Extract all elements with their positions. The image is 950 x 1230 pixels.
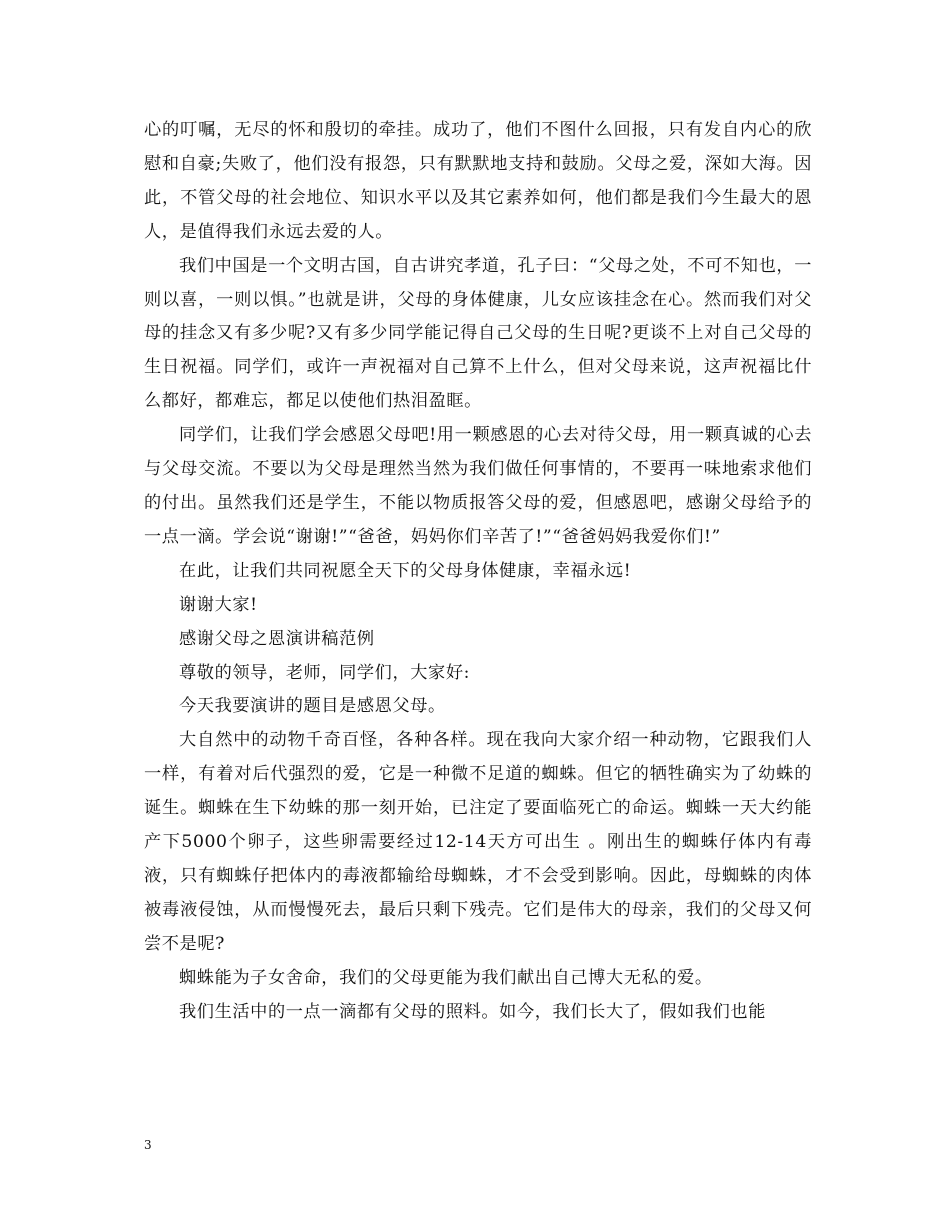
- paragraph: 我们中国是一个文明古国，自古讲究孝道，孔子曰：“父母之处，不可不知也，一则以喜，一则以惧。”也就是讲，父母的身体健康，儿女应该挂念在心。然而我们对父母的挂念又有多少呢?又有多少同学能记得自己父母的生日呢?更谈不上对自己父母的生日祝福。同学们，或许一声祝福对自己算不上什么，但对父母来说，这声祝福比什么都好，都难忘，都足以使他们热泪盈眶。: [144, 255, 812, 412]
- paragraph: 同学们，让我们学会感恩父母吧!用一颗感恩的心去对待父母，用一颗真诚的心去与父母交流。不要以为父母是理然当然为我们做任何事情的，不要再一味地索求他们的付出。虽然我们还是学生，不能以物质报答父母的爱，但感恩吧，感谢父母给予的一点一滴。学会说“谢谢!”“爸爸，妈妈你们辛苦了!”“爸爸妈妈我爱你们!”: [144, 425, 812, 547]
- section-title: 感谢父母之恩演讲稿范例: [179, 628, 375, 649]
- paragraph: 大自然中的动物千奇百怪，各种各样。现在我向大家介绍一种动物，它跟我们人一样，有着对后代强烈的爱，它是一种微不足道的蜘蛛。但它的牺牲确实为了幼蛛的诞生。蜘蛛在生下幼蛛的那一刻开始，已注定了要面临死亡的命运。蜘蛛一天大约能产下5000个卵子，这些卵需要经过12-14天方可出生 。刚出生的蜘蛛仔体内有毒液，只有蜘蛛仔把体内的毒液都输给母蜘蛛，才不会受到影响。因此，母蜘蛛的肉体被毒液侵蚀，从而慢慢死去，最后只剩下残壳。它们是伟大的母亲，我们的父母又何尝不是呢?: [144, 730, 812, 954]
- paragraph: 谢谢大家!: [179, 594, 258, 615]
- page-number: 3: [144, 1138, 152, 1152]
- paragraph: 蜘蛛能为子女舍命，我们的父母更能为我们献出自己博大无私的爱。: [179, 967, 713, 988]
- paragraph: 我们生活中的一点一滴都有父母的照料。如今，我们长大了，假如我们也能: [179, 1001, 766, 1022]
- paragraph: 今天我要演讲的题目是感恩父母。: [179, 696, 446, 717]
- paragraph: 心的叮嘱，无尽的怀和殷切的牵挂。成功了，他们不图什么回报，只有发自内心的欣慰和自豪;失败了，他们没有报怨，只有默默地支持和鼓励。父母之爱，深如大海。因此，不管父母的社会地位、知识水平以及其它素养如何，他们都是我们今生最大的恩人，是值得我们永远去爱的人。: [144, 120, 812, 242]
- paragraph: 在此，让我们共同祝愿全天下的父母身体健康，幸福永远!: [179, 560, 632, 581]
- salutation: 尊敬的领导，老师，同学们，大家好:: [179, 662, 470, 683]
- document-body: [144, 114, 812, 1029]
